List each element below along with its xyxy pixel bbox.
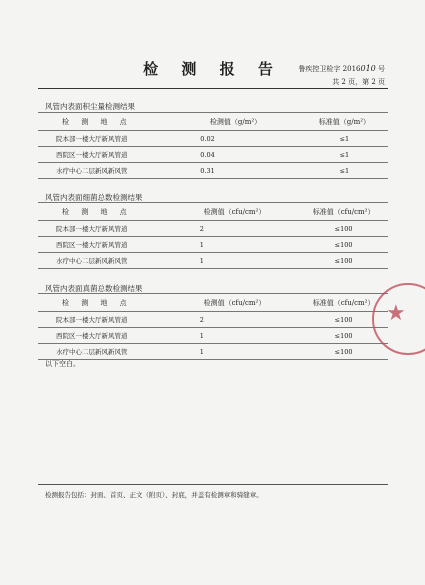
cell-standard: ≤1 xyxy=(301,147,388,163)
col-value-header: 检测值（cfu/cm²） xyxy=(170,203,299,221)
cell-value: 1 xyxy=(170,344,299,360)
cell-value: 2 xyxy=(170,221,299,237)
table-header-row xyxy=(38,113,388,131)
cell-location: 西院区一楼大厅新风管道 xyxy=(38,237,170,253)
col-value-header: 检测值（cfu/cm²） xyxy=(170,294,299,312)
footer-note: 检测报告包括：封面、首页、正文（附页）、封底，并盖有检测章和骑缝章。 xyxy=(45,491,263,499)
cell-standard: ≤1 xyxy=(301,131,388,147)
col-location-header: 检 测 地 点 xyxy=(38,113,170,131)
table-header-row xyxy=(38,294,388,312)
seal-star-icon: ★ xyxy=(386,301,406,326)
blank-below-note: 以下空白。 xyxy=(45,360,80,368)
col-location-header: 检 测 地 点 xyxy=(38,294,170,312)
page-title: 检 测 报 告 xyxy=(143,60,282,78)
cell-standard: ≤100 xyxy=(299,221,388,237)
table-row xyxy=(38,253,388,269)
section3-title: 风管内表面真菌总数检测结果 xyxy=(45,284,143,293)
cell-standard: ≤100 xyxy=(299,328,388,344)
table-row xyxy=(38,147,388,163)
cell-location: 西院区一楼大厅新风管道 xyxy=(38,328,170,344)
cell-value: 0.31 xyxy=(170,163,301,179)
col-standard-header: 标准值（g/m²） xyxy=(301,113,388,131)
table-header-row xyxy=(38,203,388,221)
section2-table xyxy=(38,202,388,269)
report-reference xyxy=(298,64,385,74)
cell-standard: ≤100 xyxy=(299,237,388,253)
cell-location: 水疗中心二层新风新风管 xyxy=(38,163,170,179)
ref-suffix: 号 xyxy=(378,65,385,73)
cell-standard: ≤1 xyxy=(301,163,388,179)
ref-number: 010 xyxy=(360,64,376,73)
section2-title: 风管内表面细菌总数检测结果 xyxy=(45,193,143,202)
col-standard-header: 标准值（cfu/cm²） xyxy=(299,294,388,312)
cell-location: 水疗中心二层新风新风管 xyxy=(38,253,170,269)
cell-value: 0.04 xyxy=(170,147,301,163)
cell-value: 0.02 xyxy=(170,131,301,147)
ref-prefix: 鲁疾控卫检字 2016 xyxy=(298,65,361,73)
section1-title: 风管内表面积尘量检测结果 xyxy=(45,102,135,111)
table-row xyxy=(38,344,388,360)
footer-divider xyxy=(38,484,388,485)
cell-value: 1 xyxy=(170,253,299,269)
table-row xyxy=(38,328,388,344)
cell-value: 2 xyxy=(170,312,299,328)
cell-location: 院本部一楼大厅新风管道 xyxy=(38,312,170,328)
table-row xyxy=(38,237,388,253)
table-row xyxy=(38,131,388,147)
section3-table xyxy=(38,293,388,360)
table-row xyxy=(38,312,388,328)
cell-value: 1 xyxy=(170,237,299,253)
cell-location: 西院区一楼大厅新风管道 xyxy=(38,147,170,163)
page-count: 共 2 页，第 2 页 xyxy=(332,78,385,86)
col-location-header: 检 测 地 点 xyxy=(38,203,170,221)
cell-standard: ≤100 xyxy=(299,253,388,269)
col-standard-header: 标准值（cfu/cm²） xyxy=(299,203,388,221)
header-divider xyxy=(38,88,388,89)
section1-table xyxy=(38,112,388,179)
cell-value: 1 xyxy=(170,328,299,344)
cell-location: 水疗中心二层新风新风管 xyxy=(38,344,170,360)
table-row xyxy=(38,221,388,237)
cell-standard: ≤100 xyxy=(299,312,388,328)
cell-location: 院本部一楼大厅新风管道 xyxy=(38,221,170,237)
table-row xyxy=(38,163,388,179)
cell-location: 院本部一楼大厅新风管道 xyxy=(38,131,170,147)
cell-standard: ≤100 xyxy=(299,344,388,360)
col-value-header: 检测值（g/m²） xyxy=(170,113,301,131)
